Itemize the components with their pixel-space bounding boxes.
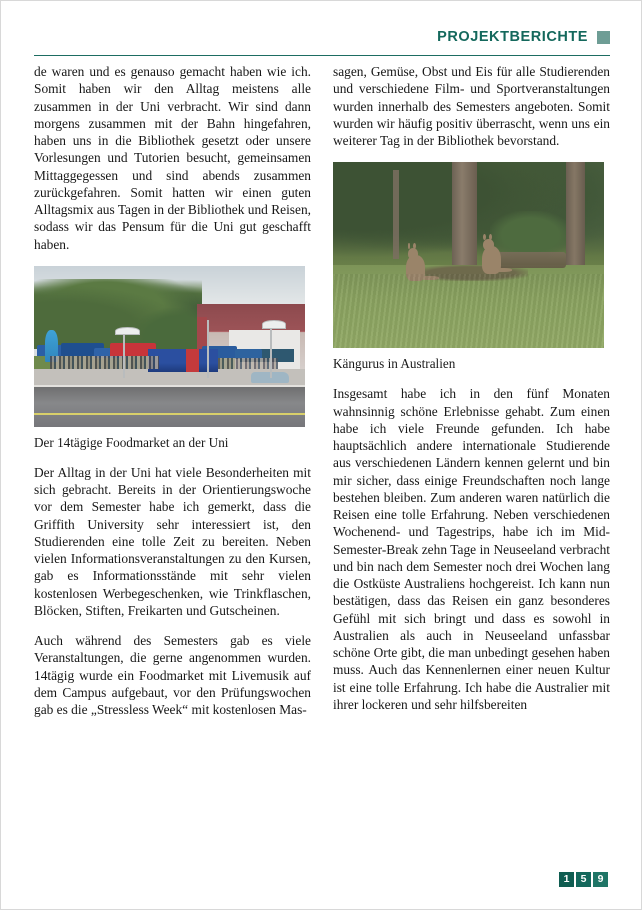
- photo-lamp-head: [115, 327, 139, 335]
- photo-tree-trunk: [452, 162, 476, 277]
- photo-road: [34, 387, 305, 427]
- photo-road-line: [34, 413, 305, 415]
- photo-lamp-head: [262, 320, 286, 328]
- photo-crowd: [50, 356, 158, 369]
- photo-tree-trunk: [566, 162, 585, 270]
- photo-kangaroo-ear: [483, 234, 486, 240]
- photo-log-pile: [496, 252, 566, 269]
- photo-foodmarket: [34, 266, 305, 427]
- page-folio: [559, 872, 608, 887]
- folio-digit: 1: [559, 872, 574, 887]
- photo-truck-accent: [186, 349, 200, 372]
- photo-kangaroo-head: [483, 239, 494, 250]
- paragraph: sagen, Gemüse, Obst und Eis für alle Studierenden und verschiedene Film- und Sportveranstaltungen wurden innerhalb des Semesters angeboten. Somit wurden wir häufig positiv überrascht, wenn uns ein weiterer Tag in der Bibliothek bevorstand.: [333, 64, 610, 148]
- figure-kangaroos: [333, 162, 610, 372]
- photo-kangaroo-body: [482, 246, 501, 274]
- photo-lamppost: [207, 320, 209, 378]
- photo-kangaroo-ear: [489, 234, 492, 240]
- paragraph: Der Alltag in der Uni hat viele Besonderheiten mit sich gebracht. Bereits in der Orientierungswoche vor dem Semester habe ich gemerkt, dass die Griffith University sehr interessiert ist, den Studierenden eine tolle Zeit zu bereiten. Neben vielen Informationsveranstaltungen zu den Kursen, gab es Informationsstände mit sehr vielen kostenlosen Werbegeschenken, wie Trinkflaschen, Blöcken, Stiften, Freikarten und Gutscheinen.: [34, 464, 311, 618]
- right-column: [333, 63, 610, 863]
- figure-foodmarket: [34, 266, 311, 451]
- photo-kangaroo-head: [408, 248, 419, 259]
- header-square-mark: [597, 31, 610, 44]
- photo-kangaroos: [333, 162, 604, 348]
- two-column-body: [34, 63, 610, 863]
- section-title: PROJEKTBERICHTE: [437, 28, 588, 45]
- photo-lamppost: [123, 330, 125, 378]
- figure-caption: Kängurus in Australien: [333, 356, 456, 372]
- paragraph: de waren und es genauso gemacht haben wie ich. Somit haben wir den Alltag meistens alle zusammen in der Uni verbracht. Wir sind dann morgens zusammen mit der Bahn hingefahren, haben uns in die Bibliothek gesetzt oder unsere Vorlesungen und Tutorien besucht, gemeinsamen Mittaggegessen und sind abends zusammen zurückgefahren. Somit hatten wir einen guten Alltagsmix aus Tagen in der Bibliothek und Reisen, sodass wir das Pensum für die Uni gut geschafft haben.: [34, 64, 312, 252]
- header-rule: [34, 55, 610, 56]
- left-column: [34, 63, 311, 863]
- running-header: [34, 25, 610, 57]
- folio-digit: 9: [593, 872, 608, 887]
- photo-grass-texture: [333, 274, 604, 348]
- paragraph: Auch während des Semesters gab es viele Veranstaltungen, die gerne angenommen wurden. 14tägig wurde ein Foodmarket mit Livemusik auf dem Campus aufgebaut, vor den Prüfungswochen gab es die „Stressless Week“ mit kostenlosen Mas-: [34, 633, 311, 717]
- figure-caption: Der 14tägige Foodmarket an der Uni: [34, 434, 229, 450]
- photo-tree-trunk: [393, 170, 399, 259]
- photo-lamppost: [270, 324, 272, 379]
- folio-digit: 5: [576, 872, 591, 887]
- paragraph: Insgesamt habe ich in den fünf Monaten wahnsinnig schöne Erlebnisse gehabt. Zum einen habe ich viele Freunde gefunden. Ich habe hauptsächlich andere internationale Studierende aus verschiedenen Ländern kennen gelernt und bin mir sicher, dass einige Freundschaften noch lange bestehen bleiben. Zum anderen waren natürlich die Reisen eine tolle Erfahrung. Neben verschiedenen Wochenend- und Tagestrips, habe ich im Mid-Semester-Break zehn Tage in Neuseeland verbracht und bin nach dem Semester noch drei Wochen lang die Ostküste Australiens hochgereist. Ich kann nun bestätigen, dass das Reisen ein ganz besonderes Gefühl mit sich bringt und dass es sowohl in Australien als auch in Neuseeland unfassbar schöne Orte gibt, die man unbedingt gesehen haben muss. Auch das Kennenlernen einer neuen Kultur ist eine tolle Erfahrung. Ich habe die Australier mit ihrer lockeren und sehr hilfsbereiten: [333, 386, 610, 712]
